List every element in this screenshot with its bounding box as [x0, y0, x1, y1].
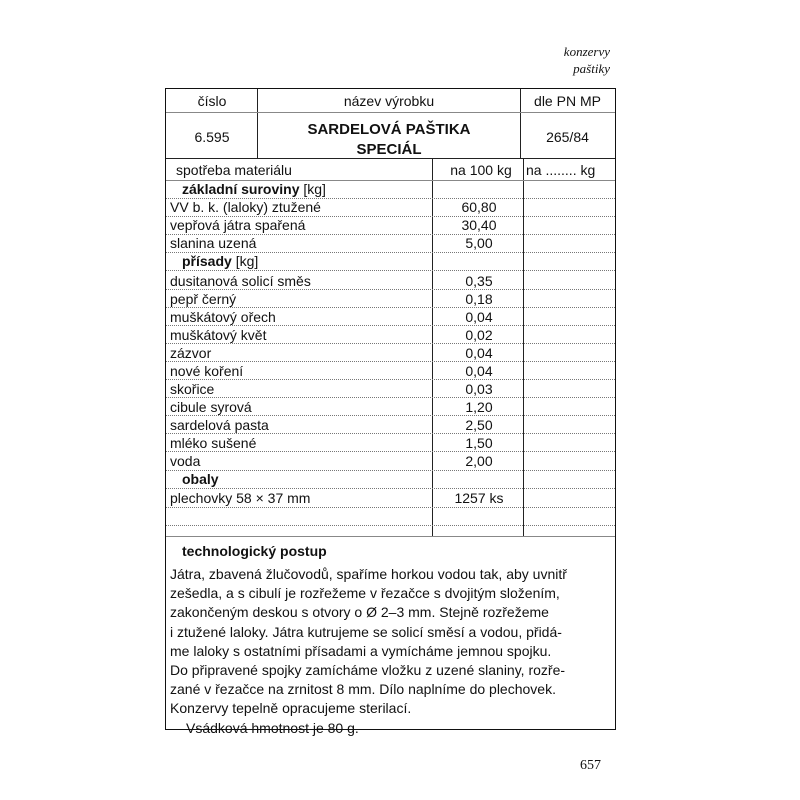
procedure-line: zešedla, a s cibulí je rozřežeme v řezačce s dvojitým složením, — [170, 585, 560, 602]
section-basic-title: základní suroviny — [182, 181, 300, 197]
row-divider — [166, 379, 615, 380]
page-number: 657 — [580, 758, 601, 773]
procedure-line: zakončeným deskou s otvory o Ø 2–3 mm. Stejně rozřežeme — [170, 604, 549, 621]
consumption-label: spotřeba materiálu — [176, 162, 292, 178]
section-additives — [182, 253, 258, 270]
product-number: 6.595 — [194, 129, 230, 145]
procedure-line: i ztužené laloky. Játra kutrujeme se solicí směsí a vodou, přidá- — [170, 623, 562, 640]
ingredient-name: VV b. k. (laloky) ztužené — [170, 199, 321, 215]
ingredient-name: dusitanová solicí směs — [170, 273, 311, 289]
row-divider — [166, 433, 615, 434]
header-divider — [520, 89, 521, 158]
product-title-line1: SARDELOVÁ PAŠTIKA — [307, 121, 471, 138]
ingredient-value: 60,80 — [461, 199, 497, 215]
section-procedure: technologický postup — [182, 543, 327, 559]
ingredient-name: slanina uzená — [170, 235, 257, 251]
ingredient-name: cibule syrová — [170, 399, 252, 415]
ingredient-value: 1,20 — [465, 399, 493, 415]
ingredient-name: skořice — [170, 381, 215, 397]
packaging-name: plechovky 58 × 37 mm — [170, 490, 311, 506]
header-divider — [166, 158, 615, 159]
ingredient-value: 2,00 — [465, 453, 493, 469]
procedure-line: Vsádková hmotnost je 80 g. — [186, 719, 359, 736]
procedure-line: Játra, zbavená žlučovodů, spaříme horkou vodou tak, aby uvnitř — [170, 566, 567, 582]
ingredient-value: 5,00 — [465, 235, 493, 251]
running-header — [564, 43, 610, 77]
ingredient-name: mléko sušené — [170, 435, 257, 451]
consumption-custom: na ........ kg — [526, 162, 596, 178]
section-additives-unit: [kg] — [235, 253, 259, 269]
row-divider — [166, 270, 615, 271]
procedure-text — [170, 565, 610, 738]
col-header-name: název výrobku — [343, 93, 435, 109]
ingredient-value: 2,50 — [465, 417, 493, 433]
ingredient-value: 1,50 — [465, 435, 493, 451]
packaging-value: 1257 ks — [454, 490, 504, 506]
ingredient-value: 30,40 — [461, 217, 497, 233]
ingredient-value: 0,18 — [465, 291, 493, 307]
section-additives-title: přísady — [182, 253, 232, 269]
row-divider — [166, 507, 615, 508]
row-divider — [166, 325, 615, 326]
procedure-line: zané v řezačce na zrnitost 8 mm. Dílo naplníme do plechovek. — [170, 681, 556, 698]
row-divider — [166, 415, 615, 416]
col-header-number: číslo — [197, 93, 227, 109]
row-divider — [166, 451, 615, 452]
ingredient-name: pepř černý — [170, 291, 237, 307]
procedure-line: Do připravené spojky zamícháme vložku z uzené slaniny, rozře- — [170, 662, 566, 679]
header-subcategory: paštiky — [573, 61, 610, 76]
row-divider — [166, 525, 615, 526]
ingredient-value: 0,04 — [465, 363, 493, 379]
ingredient-value: 0,35 — [465, 273, 493, 289]
row-divider — [166, 488, 615, 489]
col-header-norm: dle PN MP — [534, 93, 601, 109]
row-divider — [166, 470, 615, 471]
norm-number: 265/84 — [546, 129, 589, 145]
row-divider — [166, 343, 615, 344]
ingredient-name: voda — [170, 453, 201, 469]
ingredient-name: muškátový ořech — [170, 309, 276, 325]
ingredient-value: 0,04 — [465, 309, 493, 325]
section-basic — [182, 181, 326, 198]
recipe-card — [165, 88, 616, 736]
row-divider — [166, 536, 615, 537]
header-category: konzervy — [563, 44, 610, 59]
ingredient-value: 0,03 — [465, 381, 493, 397]
ingredient-value: 0,02 — [465, 327, 493, 343]
ingredient-name: vepřová játra spařená — [170, 217, 306, 233]
product-title — [258, 120, 520, 160]
section-packaging: obaly — [182, 471, 219, 487]
row-divider — [166, 289, 615, 290]
product-title-line2: SPECIÁL — [356, 141, 422, 158]
header-divider — [166, 112, 615, 113]
section-basic-unit: [kg] — [303, 181, 326, 197]
consumption-per100: na 100 kg — [450, 162, 512, 178]
ingredient-name: muškátový květ — [170, 327, 267, 343]
procedure-line: Konzervy tepelně opracujeme sterilací. — [170, 700, 412, 717]
ingredient-name: nové koření — [170, 363, 244, 379]
header-divider — [257, 89, 258, 158]
row-divider — [166, 361, 615, 362]
ingredient-value: 0,04 — [465, 345, 493, 361]
value-column-divider — [432, 158, 433, 536]
row-divider — [166, 397, 615, 398]
row-divider — [166, 307, 615, 308]
ingredient-name: sardelová pasta — [170, 417, 269, 433]
ingredient-name: zázvor — [170, 345, 212, 361]
procedure-line: me laloky s ostatními přísadami a vymícháme jemnou spojku. — [170, 642, 552, 659]
